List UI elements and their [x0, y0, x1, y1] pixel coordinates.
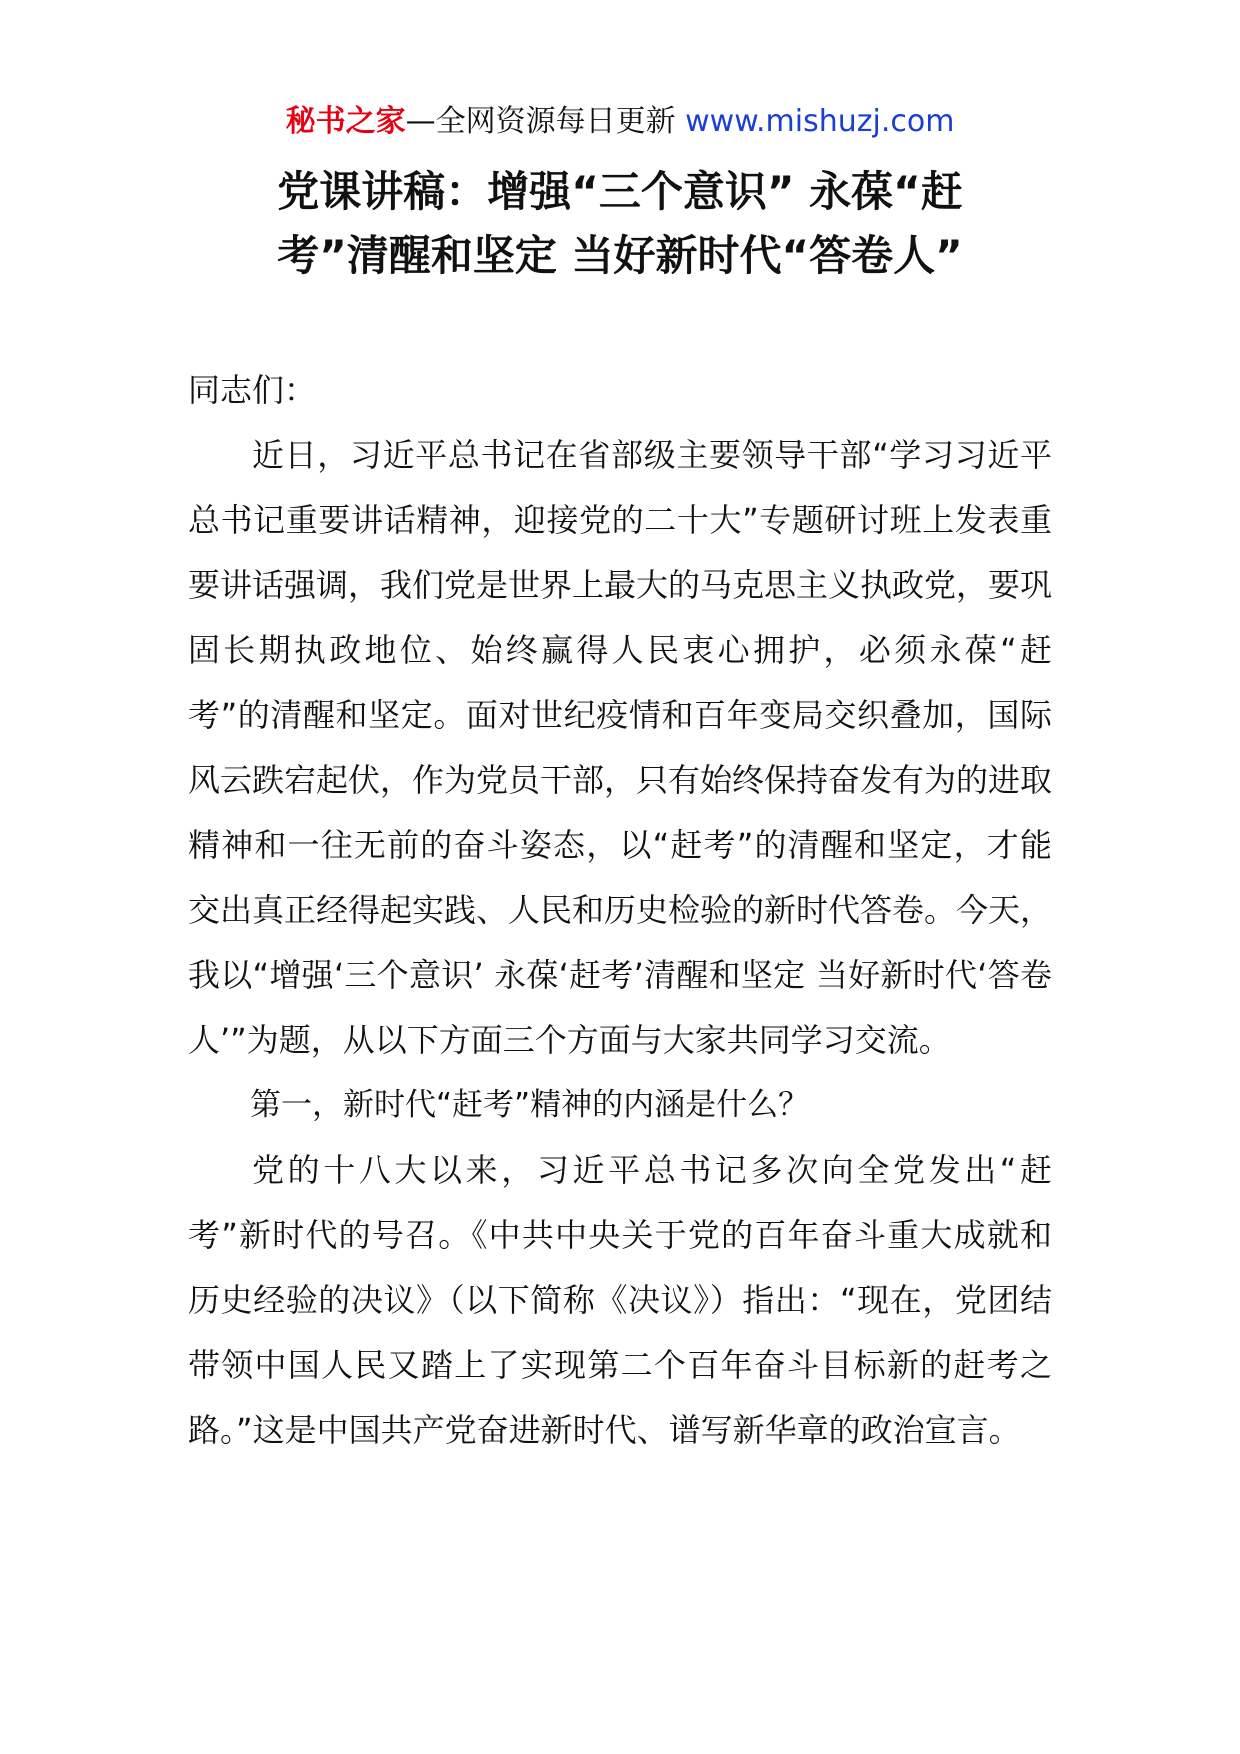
site-url-link[interactable]: www.mishuzj.com [685, 104, 955, 139]
document-title [190, 160, 1050, 288]
intro-paragraph: 近日，习近平总书记在省部级主要领导干部“学习习近平总书记重要讲话精神，迎接党的二十大”专题研讨班上发表重要讲话强调，我们党是世界上最大的马克思主义执政党，要巩固长期执政地位、始终赢得人民衷心拥护，必须永葆“赶考”的清醒和坚定。面对世纪疫情和百年变局交织叠加，国际风云跌宕起伏，作为党员干部，只有始终保持奋发有为的进取精神和一往无前的奋斗姿态，以“赶考”的清醒和坚定，才能交出真正经得起实践、人民和历史检验的新时代答卷。今天，我以“增强‘三个意识’ 永葆‘赶考’清醒和坚定 当好新时代‘答卷人’”为题，从以下方面三个方面与大家共同学习交流。 [188, 436, 1053, 1059]
section-heading-1: 第一，新时代“赶考”精神的内涵是什么？ [250, 1087, 810, 1123]
document-body [188, 358, 1052, 1463]
title-line-1: 党课讲稿：增强“三个意识” 永葆“赶 [277, 167, 963, 216]
salutation: 同志们： [188, 371, 317, 409]
title-line-2: 考”清醒和坚定 当好新时代“答卷人” [277, 231, 963, 280]
section-paragraph: 党的十八大以来，习近平总书记多次向全党发出“赶考”新时代的号召。《中共中央关于党的百年奋斗重大成就和历史经验的决议》（以下简称《决议》）指出：“现在，党团结带领中国人民又踏上了实现第二个百年奋斗目标新的赶考之路。”这是中国共产党奋进新时代、谱写新华章的政治宣言。 [188, 1151, 1052, 1449]
site-slogan: —全网资源每日更新 [405, 104, 676, 139]
site-header [0, 100, 1240, 144]
site-name: 秘书之家 [285, 104, 406, 139]
